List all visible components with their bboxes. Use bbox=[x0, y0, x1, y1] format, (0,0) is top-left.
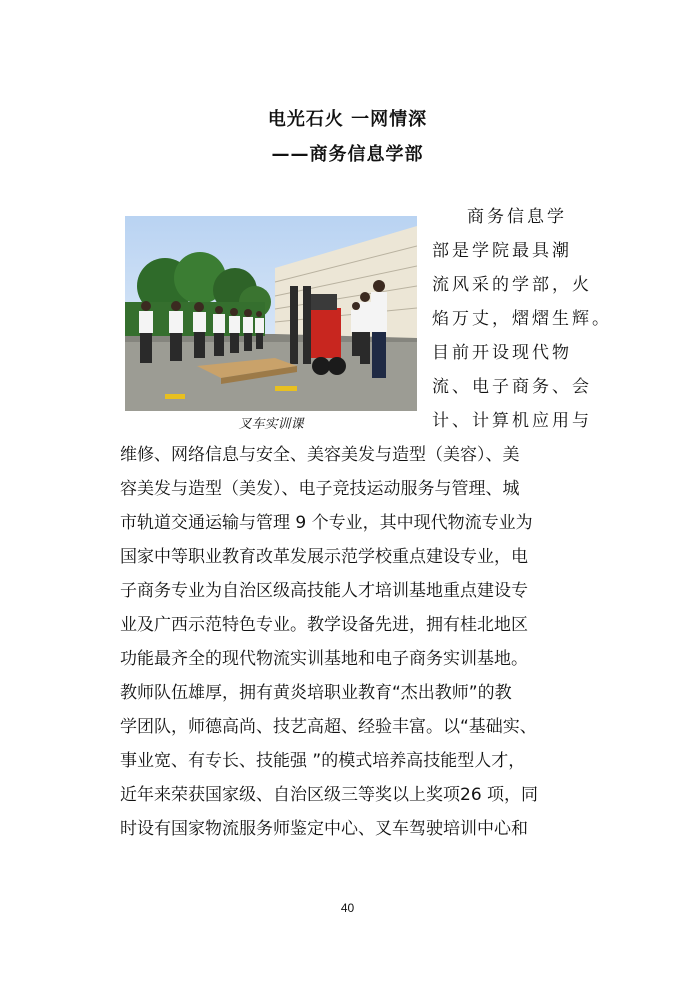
paragraph-line: 子商务专业为自治区级高技能人才培训基地重点建设专 bbox=[120, 581, 528, 601]
paragraph-line: 目前开设现代物 bbox=[432, 343, 572, 363]
paragraph-line: 焰万丈，熠熠生辉。 bbox=[432, 309, 612, 329]
paragraph-line: 业及广西示范特色专业。教学设备先进，拥有桂北地区 bbox=[120, 615, 528, 635]
page-number: 40 bbox=[340, 901, 355, 915]
paragraph-line: 维修、网络信息与安全、美容美发与造型（美容）、美 bbox=[120, 445, 520, 465]
paragraph-line: 容美发与造型（美发）、电子竞技运动服务与管理、城 bbox=[120, 479, 520, 499]
paragraph-line: 事业宽、有专长、技能强 ”的模式培养高技能型人才， bbox=[120, 751, 526, 771]
photo-caption: 叉车实训课 bbox=[238, 417, 304, 432]
paragraph-line: 部是学院最具潮 bbox=[432, 241, 572, 261]
paragraph-line: 流、电子商务、会 bbox=[432, 377, 592, 397]
paragraph-line: 学团队，师德高尚、技艺高超、经验丰富。以“基础实、 bbox=[120, 717, 537, 737]
paragraph-line: 教师队伍雄厚，拥有黄炎培职业教育“杰出教师”的教 bbox=[120, 683, 512, 703]
paragraph-line: 功能最齐全的现代物流实训基地和电子商务实训基地。 bbox=[120, 649, 528, 669]
paragraph-line: 近年来荣获国家级、自治区级三等奖以上奖项26 项，同 bbox=[120, 785, 539, 805]
paragraph-line: 市轨道交通运输与管理 9 个专业，其中现代物流专业为 bbox=[120, 513, 533, 533]
paragraph-line: 时设有国家物流服务师鉴定中心、叉车驾驶培训中心和 bbox=[120, 819, 528, 839]
paragraph-line: 计、计算机应用与 bbox=[432, 411, 592, 431]
page-subtitle: ——商务信息学部 bbox=[271, 144, 424, 165]
paragraph-line: 国家中等职业教育改革发展示范学校重点建设专业，电 bbox=[120, 547, 528, 567]
paragraph-line: 商务信息学 bbox=[467, 207, 567, 227]
page-title: 电光石火 一网情深 bbox=[267, 109, 428, 130]
forklift-training-photo bbox=[125, 216, 417, 411]
paragraph-line: 流风采的学部，火 bbox=[432, 275, 592, 295]
